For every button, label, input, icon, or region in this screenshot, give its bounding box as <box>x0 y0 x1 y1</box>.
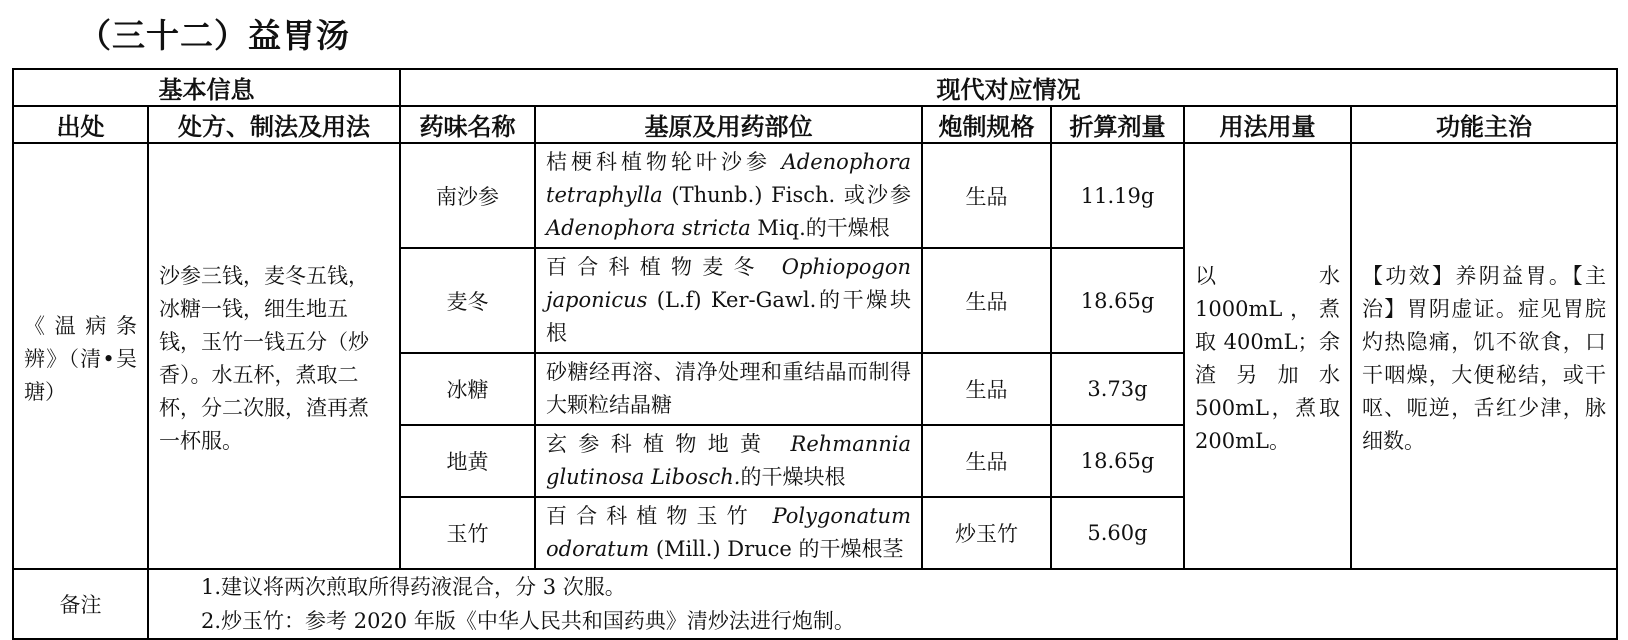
notes-cell <box>148 569 1617 639</box>
herb-dose: 5.60g <box>1051 497 1184 569</box>
function-cell <box>1351 143 1617 569</box>
herb-origin: 百合科植物麦冬 Ophiopogon japonicus (L.f) Ker-Gawl.的干燥块根 <box>535 248 922 353</box>
header-source: 出处 <box>13 106 148 143</box>
herb-name: 玉竹 <box>400 497 535 569</box>
herb-processing: 生品 <box>922 248 1051 353</box>
herb-name: 冰糖 <box>400 353 535 425</box>
header-origin: 基原及用药部位 <box>535 106 922 143</box>
herb-processing: 生品 <box>922 143 1051 248</box>
herb-origin: 桔梗科植物轮叶沙参 Adenophora tetraphylla (Thunb.) Fisch. 或沙参 Adenophora stricta Miq.的干燥根 <box>535 143 922 248</box>
header-group-row <box>13 69 1617 106</box>
herb-origin: 砂糖经再溶、清净处理和重结晶而制得大颗粒结晶糖 <box>535 353 922 425</box>
herb-processing: 生品 <box>922 425 1051 497</box>
table-row <box>13 143 1617 248</box>
source-cell <box>13 143 148 569</box>
notes-row <box>13 569 1617 639</box>
header-herb-name: 药味名称 <box>400 106 535 143</box>
herb-dose: 18.65g <box>1051 248 1184 353</box>
note-line-2: 2.炒玉竹：参考 2020 年版《中华人民共和国药典》清炒法进行炮制。 <box>201 609 855 633</box>
herb-dose: 11.19g <box>1051 143 1184 248</box>
note-line-1: 1.建议将两次煎取所得药液混合，分 3 次服。 <box>201 575 626 599</box>
header-function: 功能主治 <box>1351 106 1617 143</box>
herb-processing: 炒玉竹 <box>922 497 1051 569</box>
herb-processing: 生品 <box>922 353 1051 425</box>
prescription-text: 沙参三钱，麦冬五钱，冰糖一钱，细生地五钱，玉竹一钱五分（炒香）。水五杯，煮取二杯，分二次服，渣再煮一杯服。 <box>159 264 369 453</box>
source-text: 《温病条辨》（清•吴瑭） <box>24 313 137 404</box>
page-title: （三十二）益胃汤 <box>78 16 350 55</box>
herb-origin: 玄参科植物地黄 Rehmannia glutinosa Libosch.的干燥块根 <box>535 425 922 497</box>
prescription-cell <box>148 143 400 569</box>
herb-dose: 3.73g <box>1051 353 1184 425</box>
header-prescription: 处方、制法及用法 <box>148 106 400 143</box>
header-processing: 炮制规格 <box>922 106 1051 143</box>
herb-name: 麦冬 <box>400 248 535 353</box>
usage-text: 以水 1000mL，煮取 400mL；余渣另加水 500mL，煮取 200mL。 <box>1195 264 1340 453</box>
herb-name: 地黄 <box>400 425 535 497</box>
usage-cell <box>1184 143 1351 569</box>
header-basic-info: 基本信息 <box>13 69 400 106</box>
notes-label: 备注 <box>13 569 148 639</box>
herb-origin: 百合科植物玉竹 Polygonatum odoratum (Mill.) Druce 的干燥根茎 <box>535 497 922 569</box>
header-dose: 折算剂量 <box>1051 106 1184 143</box>
header-column-row <box>13 106 1617 143</box>
header-modern-equivalent: 现代对应情况 <box>400 69 1617 106</box>
herb-dose: 18.65g <box>1051 425 1184 497</box>
header-usage: 用法用量 <box>1184 106 1351 143</box>
herb-name: 南沙参 <box>400 143 535 248</box>
prescription-table <box>12 68 1618 640</box>
function-text: 【功效】养阴益胃。【主治】胃阴虚证。症见胃脘灼热隐痛，饥不欲食，口干咽燥，大便秘结，或干呕、呃逆，舌红少津，脉细数。 <box>1362 264 1607 453</box>
